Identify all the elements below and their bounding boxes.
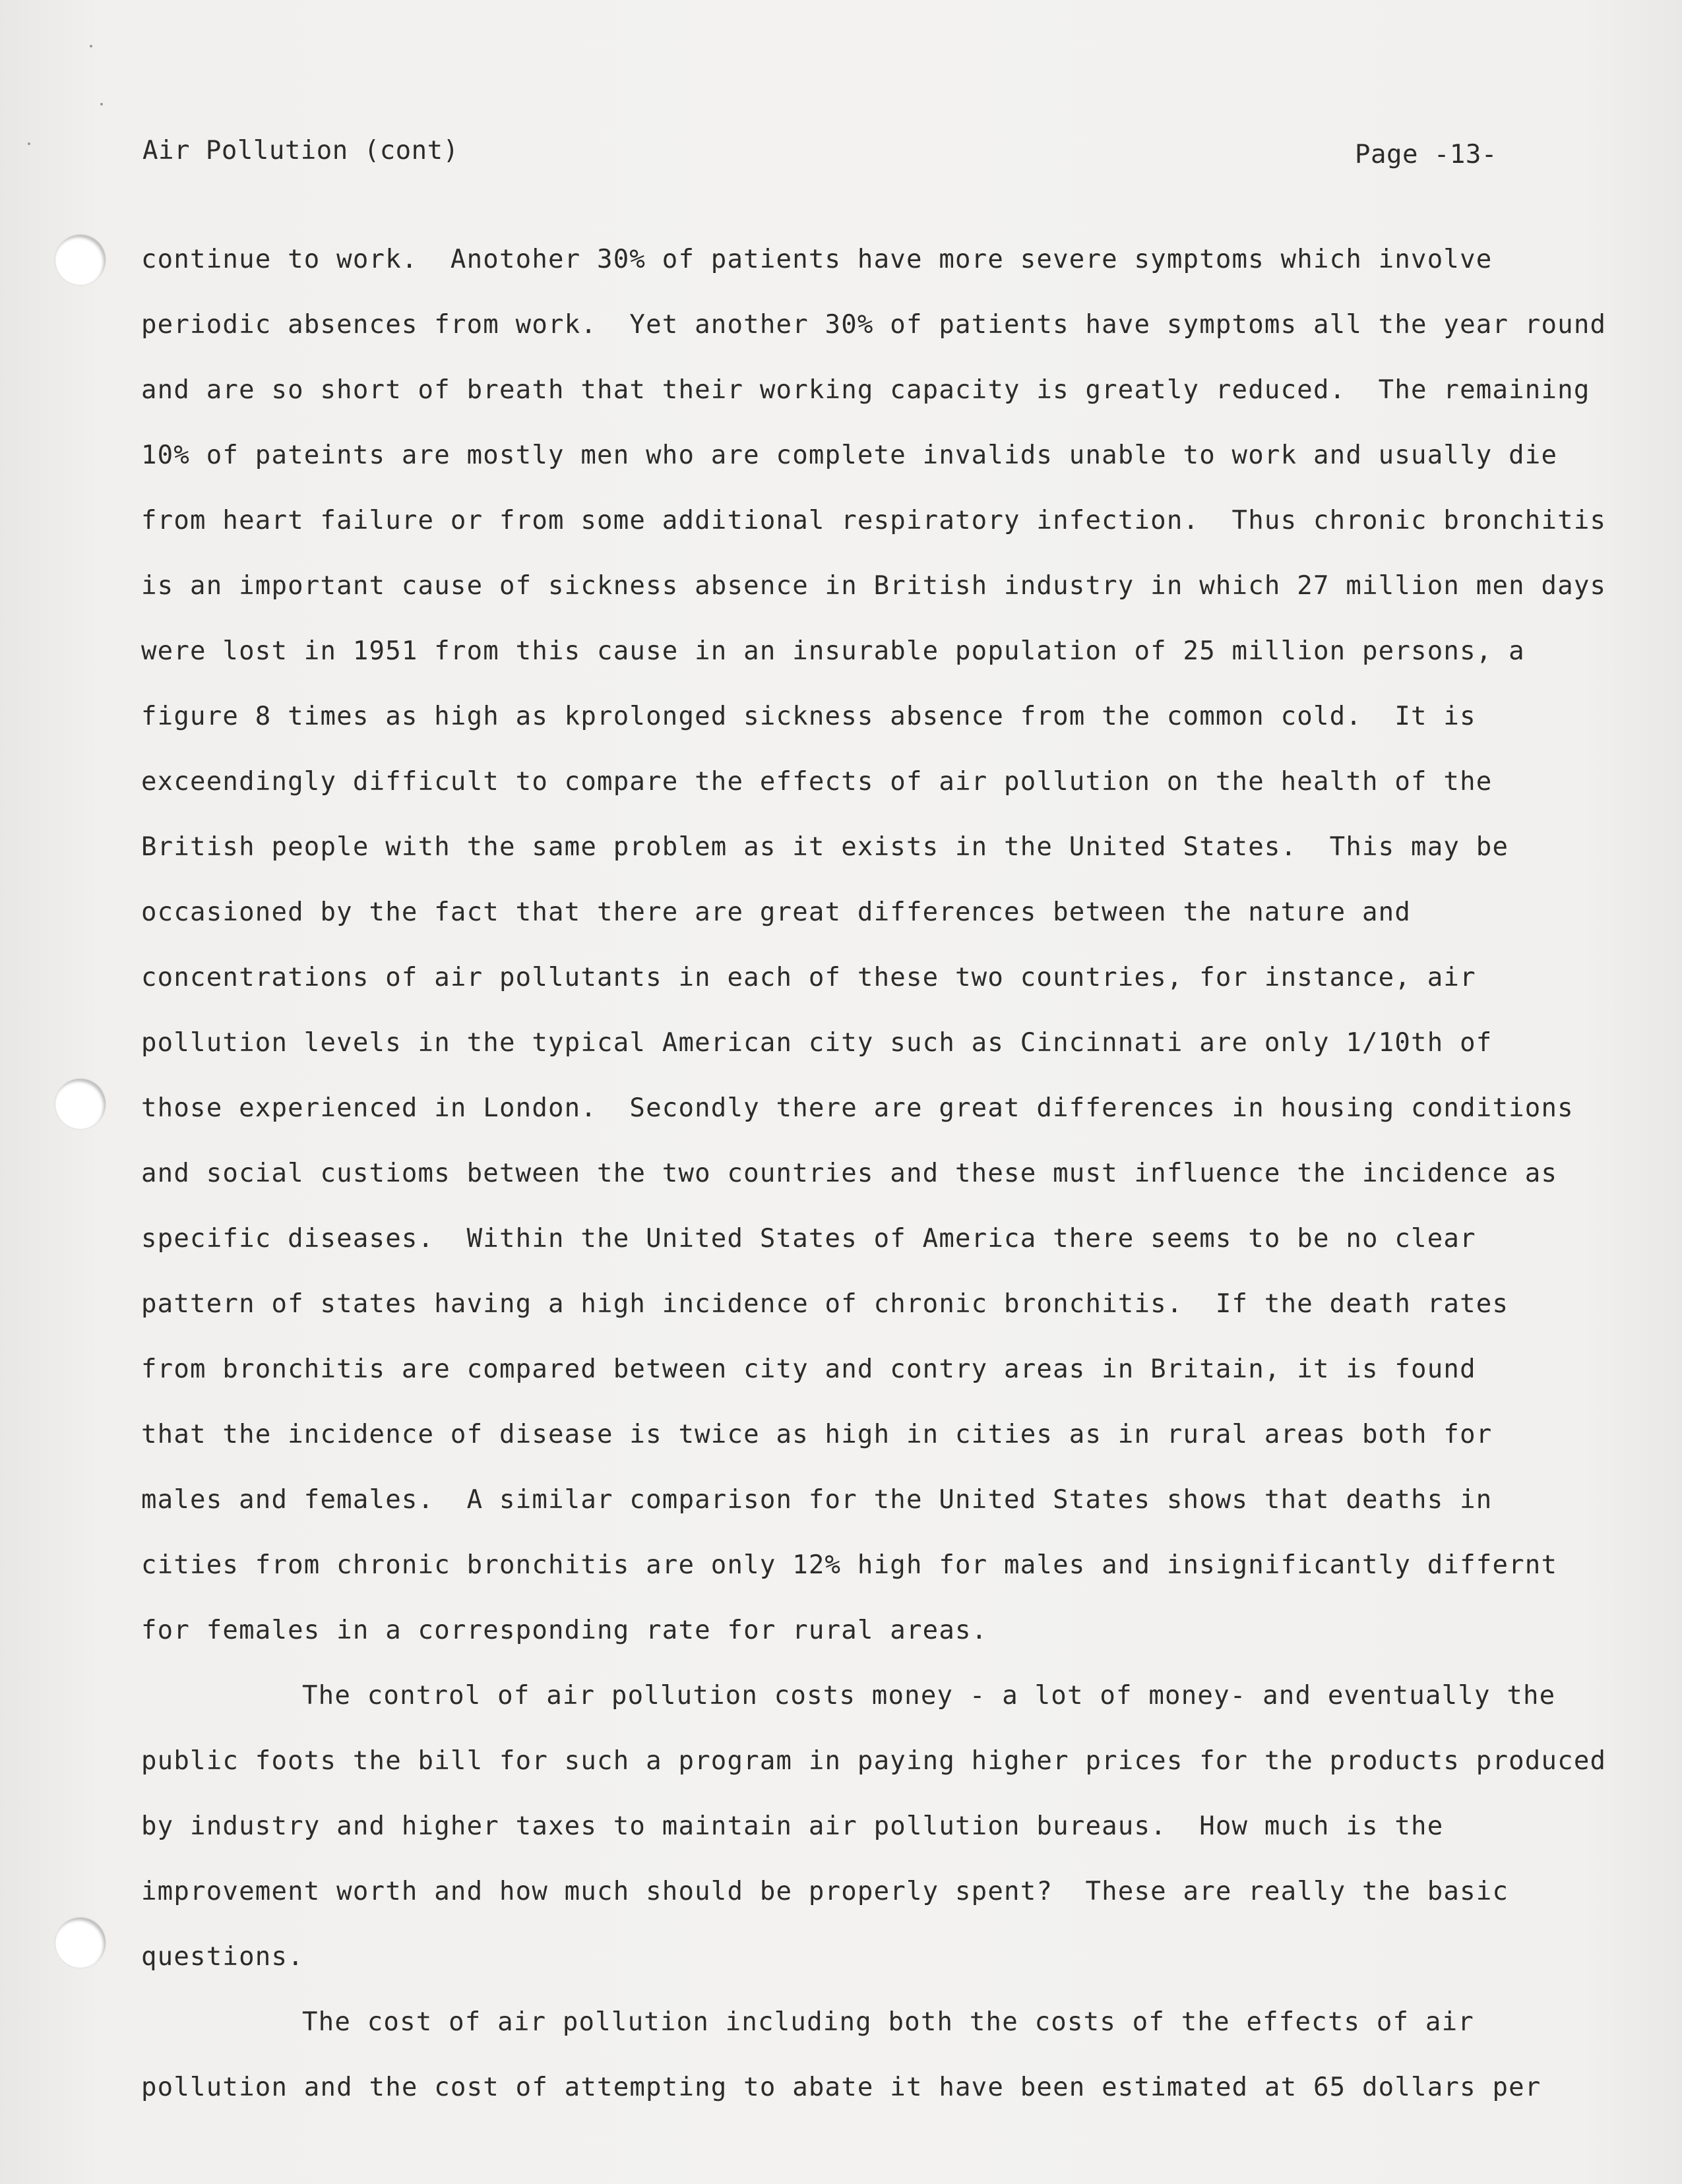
text-line: periodic absences from work. Yet another 30% of patients have symptoms all the year round <box>141 310 1607 340</box>
paper-speck <box>28 142 30 145</box>
text-line: improvement worth and how much should be properly spent? These are really the basic <box>141 1877 1509 1906</box>
text-line: continue to work. Anotoher 30% of patients have more severe symptoms which involve <box>141 245 1493 274</box>
text-line: for females in a corresponding rate for rural areas. <box>141 1616 988 1645</box>
text-line: occasioned by the fact that there are great differences between the nature and <box>141 897 1412 927</box>
text-line: concentrations of air pollutants in each of these two countries, for instance, air <box>141 963 1476 992</box>
punch-hole <box>55 235 106 285</box>
text-line: 10% of pateints are mostly men who are complete invalids unable to work and usually die <box>141 440 1558 470</box>
text-line: those experienced in London. Secondly there are great differences in housing conditions <box>141 1093 1574 1123</box>
text-line: The control of air pollution costs money - a lot of money- and eventually the <box>302 1681 1556 1711</box>
body-text <box>141 240 1619 2133</box>
paper-speck <box>90 45 92 47</box>
text-line: pattern of states having a high incidence of chronic bronchitis. If the death rates <box>141 1289 1509 1319</box>
text-line: from heart failure or from some additional respiratory infection. Thus chronic bronchitis <box>141 506 1607 535</box>
text-line: specific diseases. Within the United States of America there seems to be no clear <box>141 1224 1476 1254</box>
text-line: from bronchitis are compared between city and contry areas in Britain, it is found <box>141 1354 1476 1384</box>
text-line: by industry and higher taxes to maintain air pollution bureaus. How much is the <box>141 1811 1444 1841</box>
text-line: The cost of air pollution including both the costs of the effects of air <box>302 2007 1474 2037</box>
text-line: males and females. A similar comparison for the United States shows that deaths in <box>141 1485 1493 1515</box>
punch-hole <box>55 1079 106 1129</box>
header-title: Air Pollution (cont) <box>142 136 459 166</box>
text-line: cities from chronic bronchitis are only 12% high for males and insignificantly differnt <box>141 1550 1558 1580</box>
text-line: pollution and the cost of attempting to abate it have been estimated at 65 dollars per <box>141 2073 1542 2102</box>
text-line: and social custioms between the two countries and these must influence the incidence as <box>141 1159 1558 1188</box>
text-line: pollution levels in the typical American city such as Cincinnati are only 1/10th of <box>141 1028 1493 1058</box>
punch-hole <box>55 1918 106 1968</box>
text-line: and are so short of breath that their working capacity is greatly reduced. The remaining <box>141 375 1590 405</box>
text-line: exceendingly difficult to compare the effects of air pollution on the health of the <box>141 767 1493 797</box>
paper-speck <box>100 103 103 106</box>
text-line: were lost in 1951 from this cause in an insurable population of 25 million persons, a <box>141 636 1525 666</box>
page-number: Page -13- <box>1355 140 1497 169</box>
page-header <box>142 136 1501 175</box>
text-line: that the incidence of disease is twice as high in cities as in rural areas both for <box>141 1420 1493 1449</box>
text-line: is an important cause of sickness absence in British industry in which 27 million men days <box>141 571 1607 601</box>
text-line: questions. <box>141 1942 304 1972</box>
text-line: British people with the same problem as it exists in the United States. This may be <box>141 832 1509 862</box>
text-line: public foots the bill for such a program in paying higher prices for the products produced <box>141 1746 1607 1776</box>
text-line: figure 8 times as high as kprolonged sickness absence from the common cold. It is <box>141 702 1476 731</box>
